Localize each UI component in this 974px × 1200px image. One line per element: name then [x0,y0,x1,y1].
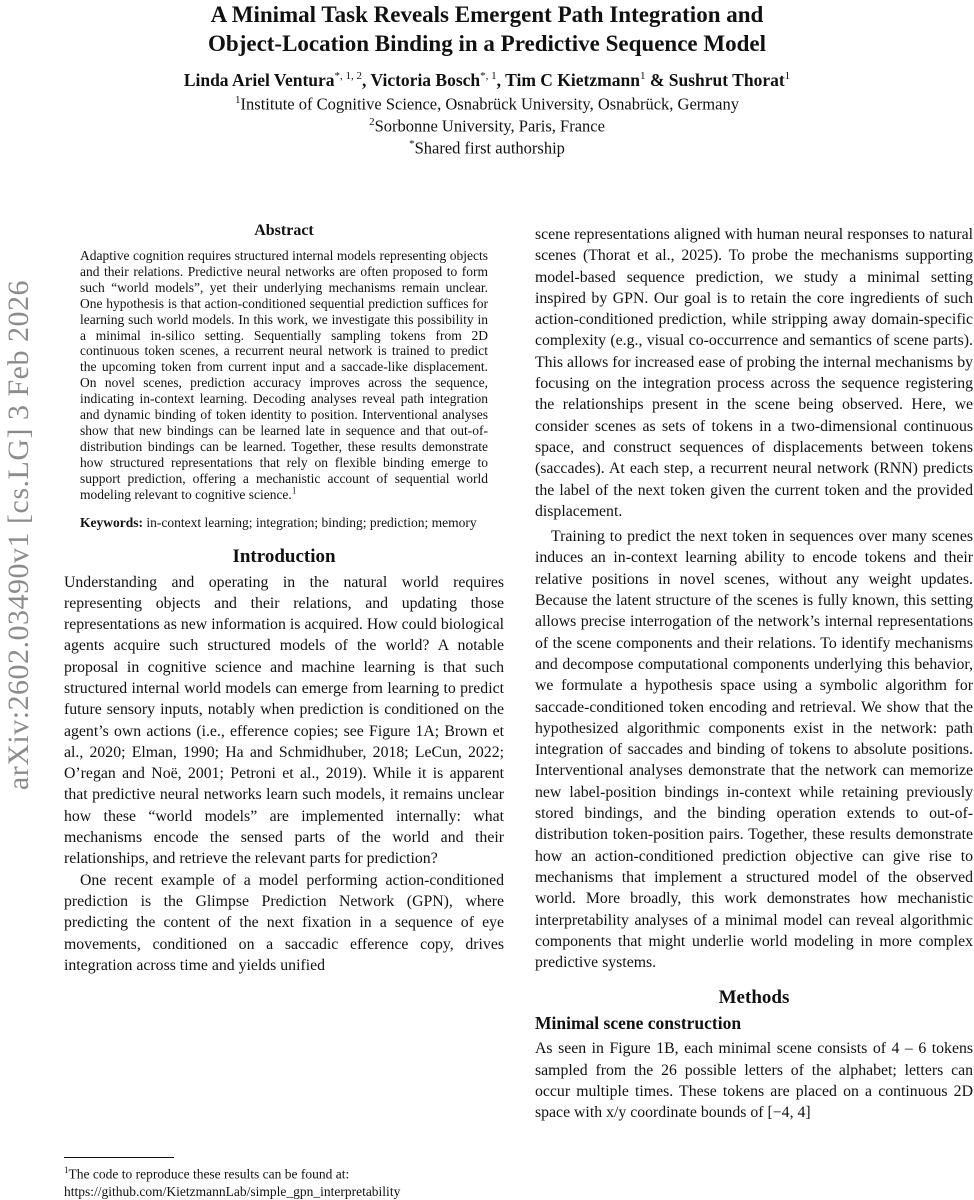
paper-title [0,0,974,58]
footnote-ref[interactable]: 1 [291,485,297,496]
author-separator: , [496,70,506,90]
author-name: Tim C Kietzmann [505,70,640,90]
affiliation-mark: 1 [235,94,241,106]
footnote-mark: 1 [64,1165,69,1175]
keywords [80,515,488,531]
abstract-heading: Abstract [254,222,314,239]
author-affil-mark: 1 [784,70,791,83]
minimal-scene-subheading: Minimal scene construction [535,1013,742,1034]
intro-paragraph-1: Understanding and operating in the natural world requires representing objects and their relations, and updating those representations as new information is acquired. How could biological agents acquire such structured models of the world? A notable proposal in cognitive science and machine learning is that such structured internal world models can emerge from learning to predict future sensory inputs, notably when prediction is conditioned on the agent’s own actions (i.e., efference copies; see Figure 1A; Brown et al., 2020; Elman, 1990; Ha and Schmidhuber, 2018; LeCun, 2022; O’regan and Noë, 2001; Petroni et al., 2019). While it is apparent that predictive neural networks learn such models, it remains unclear how these “world models” are implemented internally: what mechanisms encode the sensed parts of the world and their relationships, and retrieve the relevant parts for prediction? [64,573,504,868]
author-name: Victoria Bosch [370,70,481,90]
affiliation-text: Sorbonne University, Paris, France [374,116,605,136]
abstract-body [80,248,488,503]
affiliation-mark: 2 [369,116,375,128]
footnote-line-1 [64,1162,504,1183]
affiliation-1 [0,94,974,115]
title-line-2: Object-Location Binding in a Predictive Sequence Model [208,31,766,56]
methods-heading: Methods [718,987,790,1009]
footnote-text: The code to reproduce these results can be found at: [68,1166,350,1182]
footnote-divider [64,1157,174,1158]
author-affil-mark: *, 1, 2 [334,70,363,83]
author-affil-mark: 1 [639,70,646,83]
introduction-heading: Introduction [232,545,336,567]
keywords-label: Keywords: [80,514,143,530]
keywords-text: in-context learning; integration; binding; prediction; memory [146,514,477,530]
author-name: Sushrut Thorat [668,70,785,90]
author-name: Linda Ariel Ventura [183,70,335,90]
methods-paragraph-1: As seen in Figure 1B, each minimal scene consists of 4 – 6 tokens sampled from the 26 possible letters of the alphabet; letters can occur multiple times. These tokens are placed on a continuous 2D space with x/y coordinate bounds of [−4, 4] [535,1040,973,1122]
intro-paragraph-3: Training to predict the next token in sequences over many scenes induces an in-context learning ability to encode tokens and their relative positions in novel scenes, without any weight updates. Because the latent structure of the scenes is fully known, this setting allows precise interrogation of the network’s internal representations of the scene components and their relations. To identify mechanisms and decompose computational components underlying this behavior, we formulate a hypothesis space using a symbolic algorithm for saccade-conditioned token encoding and retrieval. We show that the hypothesized algorithmic components exist in the network: path integration of saccades and binding of tokens to absolute positions. Interventional analyses demonstrate that the network can memorize new label-position bindings in-context while retaining previously stored bindings, and the binding operation extends to out-of-distribution token-position pairs. Together, these results demonstrate how an action-conditioned prediction objective can give rise to mechanisms that implement a structured model of the observed world. More broadly, this work demonstrates how mechanistic interpretability analyses of a minimal model can reveal algorithmic components that might underlie world modeling in more complex predictive systems. [535,528,973,972]
author-separator: & [645,70,669,90]
author-list [0,70,974,91]
affiliation-text: Institute of Cognitive Science, Osnabrück University, Osnabrück, Germany [240,94,739,114]
arxiv-stamp: arXiv:2602.03490v1 [cs.LG] 3 Feb 2026 [2,280,35,791]
footnote [64,1162,504,1200]
affiliation-mark: * [409,138,415,150]
left-column [64,222,504,976]
author-separator: , [362,70,371,90]
author-affil-mark: *, 1 [480,70,497,83]
title-line-1: A Minimal Task Reveals Emergent Path Integration and [210,2,764,27]
right-column [535,224,973,1124]
footnote-url[interactable]: https://github.com/KietzmannLab/simple_gpn_interpretability [64,1183,401,1199]
affiliation-text: Shared first authorship [414,138,565,158]
intro-paragraph-2-continued: scene representations aligned with human neural responses to natural scenes (Thorat et al., 2025). To probe the mechanisms supporting model-based sequence prediction, we study a minimal setting inspired by GPN. Our goal is to retain the core ingredients of such action-conditioned prediction, while stripping away domain-specific complexity (e.g., visual co-occurrence and semantics of scene parts). This allows for increased ease of probing the internal mechanisms by focusing on the integration process across the sequence registering the relationships present in the scene being observed. Here, we consider scenes as sets of tokens in a two-dimensional continuous space, and construct sequences of displacements between tokens (saccades). At each step, a recurrent neural network (RNN) predicts the label of the next token given the current token and the provided displacement. [535,226,973,520]
intro-paragraph-2: One recent example of a model performing action-conditioned prediction is the Glimpse Prediction Network (GPN), where predicting the content of the next fixation in a sequence of eye movements, conditioned on a saccadic efference copy, drives integration across time and yields unified [64,871,504,974]
affiliation-2 [0,116,974,137]
affiliation-3 [0,138,974,159]
abstract-text: Adaptive cognition requires structured internal models representing objects and their relations. Predictive neural networks are often proposed to form such “world models”, yet their underlying mechanisms remain unclear. One hypothesis is that action-conditioned sequential prediction suffices for learning such world models. In this work, we investigate this possibility in a minimal in-silico setting. Sequentially sampling tokens from 2D continuous token scenes, a recurrent neural network is trained to predict the upcoming token from current input and a saccade-like displacement. On novel scenes, prediction accuracy improves across the sequence, indicating in-context learning. Decoding analyses reveal path integration and dynamic binding of token identity to position. Interventional analyses show that new bindings can be learned late in sequence and that out-of-distribution bindings can be learned. Together, these results demonstrate how structured representations that rely on flexible binding emerge to support prediction, offering a mechanistic account of sequential world modeling relevant to cognitive science. [80,248,488,502]
